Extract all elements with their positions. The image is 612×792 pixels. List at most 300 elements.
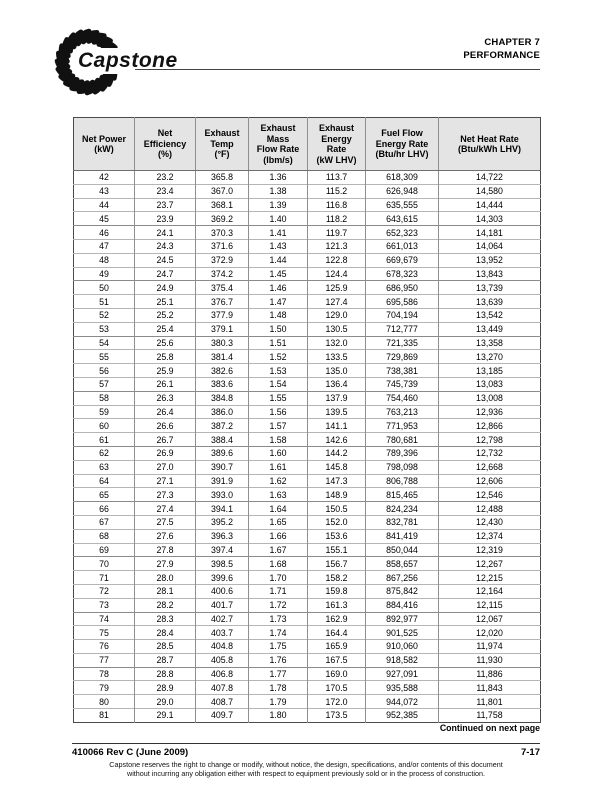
cell-net-power: 63 bbox=[74, 460, 135, 474]
column-header-fuel-flow-energy-rate: Fuel Flow Energy Rate (Btu/hr LHV) bbox=[366, 118, 439, 171]
cell-fuel-flow-energy-rate: 910,060 bbox=[366, 640, 439, 654]
cell-net-heat-rate: 13,843 bbox=[439, 267, 541, 281]
cell-exhaust-mass-flow-rate: 1.43 bbox=[249, 239, 308, 253]
cell-exhaust-temp: 404.8 bbox=[196, 640, 249, 654]
cell-fuel-flow-energy-rate: 935,588 bbox=[366, 681, 439, 695]
cell-exhaust-mass-flow-rate: 1.73 bbox=[249, 612, 308, 626]
cell-exhaust-mass-flow-rate: 1.80 bbox=[249, 709, 308, 723]
cell-net-power: 81 bbox=[74, 709, 135, 723]
cell-exhaust-temp: 367.0 bbox=[196, 184, 249, 198]
cell-fuel-flow-energy-rate: 738,381 bbox=[366, 364, 439, 378]
cell-exhaust-energy-rate: 173.5 bbox=[308, 709, 366, 723]
cell-exhaust-temp: 384.8 bbox=[196, 391, 249, 405]
cell-fuel-flow-energy-rate: 643,615 bbox=[366, 212, 439, 226]
cell-fuel-flow-energy-rate: 806,788 bbox=[366, 474, 439, 488]
cell-exhaust-temp: 398.5 bbox=[196, 557, 249, 571]
page-number: 7-17 bbox=[520, 747, 540, 758]
cell-net-heat-rate: 12,067 bbox=[439, 612, 541, 626]
cell-exhaust-energy-rate: 115.2 bbox=[308, 184, 366, 198]
cell-net-power: 80 bbox=[74, 695, 135, 709]
cell-fuel-flow-energy-rate: 824,234 bbox=[366, 502, 439, 516]
logo-text: Capstone bbox=[78, 49, 178, 72]
cell-exhaust-energy-rate: 169.0 bbox=[308, 667, 366, 681]
cell-net-power: 43 bbox=[74, 184, 135, 198]
cell-net-power: 67 bbox=[74, 515, 135, 529]
cell-net-heat-rate: 14,303 bbox=[439, 212, 541, 226]
cell-fuel-flow-energy-rate: 918,582 bbox=[366, 653, 439, 667]
continued-note: Continued on next page bbox=[439, 723, 540, 733]
cell-exhaust-energy-rate: 113.7 bbox=[308, 171, 366, 185]
cell-net-heat-rate: 14,722 bbox=[439, 171, 541, 185]
cell-exhaust-mass-flow-rate: 1.78 bbox=[249, 681, 308, 695]
cell-fuel-flow-energy-rate: 841,419 bbox=[366, 529, 439, 543]
table-row bbox=[74, 322, 541, 336]
cell-fuel-flow-energy-rate: 858,657 bbox=[366, 557, 439, 571]
cell-exhaust-mass-flow-rate: 1.66 bbox=[249, 529, 308, 543]
cell-net-efficiency: 28.7 bbox=[135, 653, 196, 667]
cell-net-efficiency: 29.0 bbox=[135, 695, 196, 709]
cell-net-efficiency: 28.0 bbox=[135, 571, 196, 585]
cell-net-power: 76 bbox=[74, 640, 135, 654]
table-row bbox=[74, 695, 541, 709]
disclaimer bbox=[36, 761, 576, 779]
cell-exhaust-temp: 368.1 bbox=[196, 198, 249, 212]
cell-net-heat-rate: 13,358 bbox=[439, 336, 541, 350]
cell-exhaust-energy-rate: 122.8 bbox=[308, 253, 366, 267]
cell-net-power: 77 bbox=[74, 653, 135, 667]
cell-exhaust-mass-flow-rate: 1.62 bbox=[249, 474, 308, 488]
cell-exhaust-mass-flow-rate: 1.38 bbox=[249, 184, 308, 198]
cell-exhaust-energy-rate: 118.2 bbox=[308, 212, 366, 226]
cell-exhaust-energy-rate: 139.5 bbox=[308, 405, 366, 419]
table-row bbox=[74, 226, 541, 240]
cell-net-power: 44 bbox=[74, 198, 135, 212]
table-row bbox=[74, 446, 541, 460]
cell-net-efficiency: 26.6 bbox=[135, 419, 196, 433]
cell-net-efficiency: 23.7 bbox=[135, 198, 196, 212]
table-row bbox=[74, 667, 541, 681]
cell-net-power: 71 bbox=[74, 571, 135, 585]
table-row bbox=[74, 377, 541, 391]
cell-net-power: 74 bbox=[74, 612, 135, 626]
cell-exhaust-mass-flow-rate: 1.74 bbox=[249, 626, 308, 640]
table-row bbox=[74, 350, 541, 364]
cell-exhaust-energy-rate: 172.0 bbox=[308, 695, 366, 709]
cell-net-heat-rate: 12,798 bbox=[439, 433, 541, 447]
cell-exhaust-energy-rate: 167.5 bbox=[308, 653, 366, 667]
cell-fuel-flow-energy-rate: 815,465 bbox=[366, 488, 439, 502]
footer-row bbox=[72, 747, 540, 758]
cell-exhaust-temp: 409.7 bbox=[196, 709, 249, 723]
cell-net-efficiency: 28.9 bbox=[135, 681, 196, 695]
cell-net-heat-rate: 13,542 bbox=[439, 308, 541, 322]
cell-net-heat-rate: 11,930 bbox=[439, 653, 541, 667]
table-row bbox=[74, 502, 541, 516]
cell-exhaust-mass-flow-rate: 1.40 bbox=[249, 212, 308, 226]
capstone-logo bbox=[52, 24, 292, 100]
cell-exhaust-energy-rate: 124.4 bbox=[308, 267, 366, 281]
cell-net-power: 61 bbox=[74, 433, 135, 447]
cell-exhaust-temp: 401.7 bbox=[196, 598, 249, 612]
cell-fuel-flow-energy-rate: 944,072 bbox=[366, 695, 439, 709]
cell-exhaust-temp: 391.9 bbox=[196, 474, 249, 488]
cell-net-efficiency: 24.3 bbox=[135, 239, 196, 253]
header-row bbox=[74, 118, 541, 171]
cell-net-power: 49 bbox=[74, 267, 135, 281]
cell-exhaust-mass-flow-rate: 1.52 bbox=[249, 350, 308, 364]
cell-fuel-flow-energy-rate: 626,948 bbox=[366, 184, 439, 198]
cell-net-heat-rate: 12,267 bbox=[439, 557, 541, 571]
cell-exhaust-mass-flow-rate: 1.70 bbox=[249, 571, 308, 585]
cell-exhaust-temp: 403.7 bbox=[196, 626, 249, 640]
cell-net-heat-rate: 12,732 bbox=[439, 446, 541, 460]
cell-fuel-flow-energy-rate: 875,842 bbox=[366, 584, 439, 598]
cell-exhaust-temp: 393.0 bbox=[196, 488, 249, 502]
table-row bbox=[74, 171, 541, 185]
cell-net-power: 47 bbox=[74, 239, 135, 253]
table-row bbox=[74, 598, 541, 612]
doc-revision: 410066 Rev C (June 2009) bbox=[72, 747, 189, 758]
disclaimer-line1: Capstone reserves the right to change or modify, without notice, the design, specifications, and/or contents of this document bbox=[109, 760, 503, 769]
cell-exhaust-temp: 383.6 bbox=[196, 377, 249, 391]
cell-exhaust-temp: 370.3 bbox=[196, 226, 249, 240]
performance-table bbox=[73, 117, 541, 723]
table-row bbox=[74, 198, 541, 212]
cell-net-heat-rate: 11,758 bbox=[439, 709, 541, 723]
cell-net-heat-rate: 13,739 bbox=[439, 281, 541, 295]
cell-exhaust-energy-rate: 159.8 bbox=[308, 584, 366, 598]
cell-exhaust-mass-flow-rate: 1.65 bbox=[249, 515, 308, 529]
table-row bbox=[74, 557, 541, 571]
cell-fuel-flow-energy-rate: 789,396 bbox=[366, 446, 439, 460]
cell-net-efficiency: 27.5 bbox=[135, 515, 196, 529]
cell-fuel-flow-energy-rate: 892,977 bbox=[366, 612, 439, 626]
table-row bbox=[74, 267, 541, 281]
cell-net-heat-rate: 11,886 bbox=[439, 667, 541, 681]
cell-fuel-flow-energy-rate: 652,323 bbox=[366, 226, 439, 240]
cell-net-heat-rate: 12,020 bbox=[439, 626, 541, 640]
cell-net-power: 66 bbox=[74, 502, 135, 516]
cell-net-efficiency: 25.4 bbox=[135, 322, 196, 336]
cell-exhaust-temp: 402.7 bbox=[196, 612, 249, 626]
cell-exhaust-temp: 386.0 bbox=[196, 405, 249, 419]
cell-net-heat-rate: 11,843 bbox=[439, 681, 541, 695]
cell-exhaust-mass-flow-rate: 1.45 bbox=[249, 267, 308, 281]
table-row bbox=[74, 515, 541, 529]
table-row bbox=[74, 474, 541, 488]
cell-exhaust-mass-flow-rate: 1.47 bbox=[249, 295, 308, 309]
cell-fuel-flow-energy-rate: 952,385 bbox=[366, 709, 439, 723]
cell-net-efficiency: 27.4 bbox=[135, 502, 196, 516]
cell-exhaust-energy-rate: 144.2 bbox=[308, 446, 366, 460]
cell-exhaust-temp: 394.1 bbox=[196, 502, 249, 516]
cell-exhaust-temp: 365.8 bbox=[196, 171, 249, 185]
cell-exhaust-temp: 400.6 bbox=[196, 584, 249, 598]
cell-exhaust-energy-rate: 162.9 bbox=[308, 612, 366, 626]
table-row bbox=[74, 281, 541, 295]
cell-net-power: 45 bbox=[74, 212, 135, 226]
cell-exhaust-mass-flow-rate: 1.63 bbox=[249, 488, 308, 502]
cell-exhaust-temp: 407.8 bbox=[196, 681, 249, 695]
cell-exhaust-mass-flow-rate: 1.72 bbox=[249, 598, 308, 612]
table-row bbox=[74, 308, 541, 322]
column-header-exhaust-temp: Exhaust Temp (°F) bbox=[196, 118, 249, 171]
cell-exhaust-temp: 397.4 bbox=[196, 543, 249, 557]
cell-net-efficiency: 23.4 bbox=[135, 184, 196, 198]
cell-exhaust-temp: 374.2 bbox=[196, 267, 249, 281]
cell-net-heat-rate: 13,270 bbox=[439, 350, 541, 364]
cell-exhaust-mass-flow-rate: 1.57 bbox=[249, 419, 308, 433]
cell-exhaust-energy-rate: 137.9 bbox=[308, 391, 366, 405]
cell-net-efficiency: 23.9 bbox=[135, 212, 196, 226]
cell-exhaust-temp: 406.8 bbox=[196, 667, 249, 681]
cell-net-efficiency: 27.3 bbox=[135, 488, 196, 502]
cell-net-heat-rate: 13,639 bbox=[439, 295, 541, 309]
cell-net-efficiency: 29.1 bbox=[135, 709, 196, 723]
table-row bbox=[74, 653, 541, 667]
cell-exhaust-temp: 381.4 bbox=[196, 350, 249, 364]
cell-net-heat-rate: 14,181 bbox=[439, 226, 541, 240]
table-row bbox=[74, 336, 541, 350]
cell-net-efficiency: 24.1 bbox=[135, 226, 196, 240]
cell-net-heat-rate: 13,952 bbox=[439, 253, 541, 267]
cell-net-heat-rate: 11,974 bbox=[439, 640, 541, 654]
cell-exhaust-energy-rate: 119.7 bbox=[308, 226, 366, 240]
cell-exhaust-energy-rate: 170.5 bbox=[308, 681, 366, 695]
cell-net-heat-rate: 11,801 bbox=[439, 695, 541, 709]
cell-net-power: 79 bbox=[74, 681, 135, 695]
cell-net-efficiency: 24.7 bbox=[135, 267, 196, 281]
cell-exhaust-mass-flow-rate: 1.50 bbox=[249, 322, 308, 336]
cell-net-heat-rate: 12,606 bbox=[439, 474, 541, 488]
cell-exhaust-mass-flow-rate: 1.75 bbox=[249, 640, 308, 654]
cell-net-heat-rate: 12,115 bbox=[439, 598, 541, 612]
cell-net-power: 65 bbox=[74, 488, 135, 502]
cell-net-power: 64 bbox=[74, 474, 135, 488]
cell-fuel-flow-energy-rate: 927,091 bbox=[366, 667, 439, 681]
cell-net-efficiency: 28.4 bbox=[135, 626, 196, 640]
cell-exhaust-temp: 376.7 bbox=[196, 295, 249, 309]
cell-net-efficiency: 25.1 bbox=[135, 295, 196, 309]
table-row bbox=[74, 460, 541, 474]
section-label: PERFORMANCE bbox=[463, 50, 540, 61]
cell-exhaust-energy-rate: 145.8 bbox=[308, 460, 366, 474]
cell-fuel-flow-energy-rate: 695,586 bbox=[366, 295, 439, 309]
cell-net-efficiency: 24.9 bbox=[135, 281, 196, 295]
cell-fuel-flow-energy-rate: 771,953 bbox=[366, 419, 439, 433]
cell-exhaust-mass-flow-rate: 1.71 bbox=[249, 584, 308, 598]
cell-exhaust-mass-flow-rate: 1.68 bbox=[249, 557, 308, 571]
cell-exhaust-mass-flow-rate: 1.67 bbox=[249, 543, 308, 557]
cell-net-heat-rate: 12,374 bbox=[439, 529, 541, 543]
cell-exhaust-temp: 372.9 bbox=[196, 253, 249, 267]
cell-net-efficiency: 24.5 bbox=[135, 253, 196, 267]
cell-fuel-flow-energy-rate: 618,309 bbox=[366, 171, 439, 185]
cell-net-heat-rate: 14,444 bbox=[439, 198, 541, 212]
header-rule bbox=[135, 69, 540, 70]
cell-fuel-flow-energy-rate: 669,679 bbox=[366, 253, 439, 267]
cell-net-efficiency: 28.2 bbox=[135, 598, 196, 612]
cell-net-power: 52 bbox=[74, 308, 135, 322]
cell-net-efficiency: 26.1 bbox=[135, 377, 196, 391]
cell-exhaust-energy-rate: 147.3 bbox=[308, 474, 366, 488]
chapter-label: CHAPTER 7 bbox=[484, 37, 540, 48]
cell-exhaust-temp: 395.2 bbox=[196, 515, 249, 529]
cell-net-efficiency: 26.9 bbox=[135, 446, 196, 460]
cell-net-heat-rate: 12,668 bbox=[439, 460, 541, 474]
cell-net-power: 70 bbox=[74, 557, 135, 571]
cell-net-efficiency: 27.9 bbox=[135, 557, 196, 571]
cell-exhaust-energy-rate: 133.5 bbox=[308, 350, 366, 364]
cell-net-power: 62 bbox=[74, 446, 135, 460]
cell-net-power: 78 bbox=[74, 667, 135, 681]
cell-net-heat-rate: 12,936 bbox=[439, 405, 541, 419]
column-header-net-power: Net Power (kW) bbox=[74, 118, 135, 171]
cell-net-heat-rate: 14,064 bbox=[439, 239, 541, 253]
cell-fuel-flow-energy-rate: 780,681 bbox=[366, 433, 439, 447]
cell-net-heat-rate: 13,185 bbox=[439, 364, 541, 378]
cell-net-efficiency: 23.2 bbox=[135, 171, 196, 185]
table-row bbox=[74, 612, 541, 626]
cell-net-efficiency: 25.2 bbox=[135, 308, 196, 322]
cell-exhaust-mass-flow-rate: 1.39 bbox=[249, 198, 308, 212]
cell-exhaust-energy-rate: 165.9 bbox=[308, 640, 366, 654]
cell-exhaust-mass-flow-rate: 1.36 bbox=[249, 171, 308, 185]
cell-net-heat-rate: 13,008 bbox=[439, 391, 541, 405]
cell-net-efficiency: 25.6 bbox=[135, 336, 196, 350]
cell-net-heat-rate: 12,215 bbox=[439, 571, 541, 585]
cell-exhaust-mass-flow-rate: 1.48 bbox=[249, 308, 308, 322]
cell-net-heat-rate: 12,164 bbox=[439, 584, 541, 598]
cell-exhaust-temp: 371.6 bbox=[196, 239, 249, 253]
cell-net-heat-rate: 13,083 bbox=[439, 377, 541, 391]
cell-exhaust-temp: 389.6 bbox=[196, 446, 249, 460]
cell-exhaust-temp: 379.1 bbox=[196, 322, 249, 336]
cell-fuel-flow-energy-rate: 901,525 bbox=[366, 626, 439, 640]
cell-exhaust-energy-rate: 125.9 bbox=[308, 281, 366, 295]
cell-net-power: 60 bbox=[74, 419, 135, 433]
cell-exhaust-energy-rate: 121.3 bbox=[308, 239, 366, 253]
table-row bbox=[74, 239, 541, 253]
cell-exhaust-energy-rate: 136.4 bbox=[308, 377, 366, 391]
cell-exhaust-energy-rate: 129.0 bbox=[308, 308, 366, 322]
cell-exhaust-temp: 396.3 bbox=[196, 529, 249, 543]
cell-fuel-flow-energy-rate: 754,460 bbox=[366, 391, 439, 405]
cell-exhaust-energy-rate: 148.9 bbox=[308, 488, 366, 502]
cell-exhaust-mass-flow-rate: 1.56 bbox=[249, 405, 308, 419]
cell-exhaust-mass-flow-rate: 1.61 bbox=[249, 460, 308, 474]
cell-net-heat-rate: 12,319 bbox=[439, 543, 541, 557]
cell-exhaust-temp: 380.3 bbox=[196, 336, 249, 350]
cell-net-efficiency: 27.6 bbox=[135, 529, 196, 543]
table-row bbox=[74, 543, 541, 557]
cell-exhaust-mass-flow-rate: 1.64 bbox=[249, 502, 308, 516]
cell-exhaust-mass-flow-rate: 1.60 bbox=[249, 446, 308, 460]
cell-exhaust-mass-flow-rate: 1.44 bbox=[249, 253, 308, 267]
cell-exhaust-energy-rate: 156.7 bbox=[308, 557, 366, 571]
cell-exhaust-energy-rate: 152.0 bbox=[308, 515, 366, 529]
cell-net-power: 50 bbox=[74, 281, 135, 295]
cell-exhaust-mass-flow-rate: 1.77 bbox=[249, 667, 308, 681]
cell-fuel-flow-energy-rate: 729,869 bbox=[366, 350, 439, 364]
cell-exhaust-energy-rate: 130.5 bbox=[308, 322, 366, 336]
table-row bbox=[74, 626, 541, 640]
table-row bbox=[74, 253, 541, 267]
table-row bbox=[74, 640, 541, 654]
cell-exhaust-temp: 377.9 bbox=[196, 308, 249, 322]
cell-fuel-flow-energy-rate: 635,555 bbox=[366, 198, 439, 212]
cell-exhaust-temp: 369.2 bbox=[196, 212, 249, 226]
cell-net-heat-rate: 12,488 bbox=[439, 502, 541, 516]
cell-net-efficiency: 26.4 bbox=[135, 405, 196, 419]
cell-net-power: 53 bbox=[74, 322, 135, 336]
disclaimer-line2: without incurring any obligation either with respect to equipment previously sold or in the process of construction. bbox=[127, 768, 485, 778]
cell-net-efficiency: 28.5 bbox=[135, 640, 196, 654]
table-row bbox=[74, 391, 541, 405]
cell-exhaust-mass-flow-rate: 1.53 bbox=[249, 364, 308, 378]
table-row bbox=[74, 212, 541, 226]
cell-exhaust-energy-rate: 142.6 bbox=[308, 433, 366, 447]
column-header-net-efficiency: Net Efficiency (%) bbox=[135, 118, 196, 171]
table-row bbox=[74, 584, 541, 598]
table-row bbox=[74, 709, 541, 723]
cell-fuel-flow-energy-rate: 721,335 bbox=[366, 336, 439, 350]
column-header-net-heat-rate: Net Heat Rate (Btu/kWh LHV) bbox=[439, 118, 541, 171]
cell-exhaust-energy-rate: 161.3 bbox=[308, 598, 366, 612]
cell-net-power: 55 bbox=[74, 350, 135, 364]
cell-net-efficiency: 27.1 bbox=[135, 474, 196, 488]
cell-exhaust-temp: 375.4 bbox=[196, 281, 249, 295]
cell-exhaust-energy-rate: 116.8 bbox=[308, 198, 366, 212]
cell-exhaust-energy-rate: 150.5 bbox=[308, 502, 366, 516]
cell-net-power: 56 bbox=[74, 364, 135, 378]
cell-exhaust-temp: 405.8 bbox=[196, 653, 249, 667]
cell-exhaust-energy-rate: 164.4 bbox=[308, 626, 366, 640]
cell-net-power: 59 bbox=[74, 405, 135, 419]
cell-net-power: 58 bbox=[74, 391, 135, 405]
cell-net-efficiency: 26.7 bbox=[135, 433, 196, 447]
cell-net-power: 72 bbox=[74, 584, 135, 598]
cell-net-efficiency: 28.8 bbox=[135, 667, 196, 681]
cell-net-efficiency: 26.3 bbox=[135, 391, 196, 405]
table-row bbox=[74, 364, 541, 378]
table-row bbox=[74, 488, 541, 502]
table-header-row bbox=[74, 118, 541, 171]
cell-net-power: 68 bbox=[74, 529, 135, 543]
cell-fuel-flow-energy-rate: 763,213 bbox=[366, 405, 439, 419]
cell-exhaust-energy-rate: 127.4 bbox=[308, 295, 366, 309]
cell-exhaust-mass-flow-rate: 1.79 bbox=[249, 695, 308, 709]
cell-net-heat-rate: 14,580 bbox=[439, 184, 541, 198]
cell-fuel-flow-energy-rate: 678,323 bbox=[366, 267, 439, 281]
cell-net-efficiency: 25.8 bbox=[135, 350, 196, 364]
table-row bbox=[74, 529, 541, 543]
cell-net-power: 69 bbox=[74, 543, 135, 557]
cell-fuel-flow-energy-rate: 704,194 bbox=[366, 308, 439, 322]
cell-net-power: 54 bbox=[74, 336, 135, 350]
cell-fuel-flow-energy-rate: 850,044 bbox=[366, 543, 439, 557]
cell-exhaust-energy-rate: 135.0 bbox=[308, 364, 366, 378]
cell-net-heat-rate: 13,449 bbox=[439, 322, 541, 336]
cell-exhaust-mass-flow-rate: 1.54 bbox=[249, 377, 308, 391]
cell-exhaust-mass-flow-rate: 1.51 bbox=[249, 336, 308, 350]
cell-exhaust-temp: 390.7 bbox=[196, 460, 249, 474]
cell-exhaust-energy-rate: 153.6 bbox=[308, 529, 366, 543]
cell-net-efficiency: 25.9 bbox=[135, 364, 196, 378]
table-body bbox=[74, 171, 541, 723]
table-row bbox=[74, 184, 541, 198]
cell-exhaust-temp: 399.6 bbox=[196, 571, 249, 585]
